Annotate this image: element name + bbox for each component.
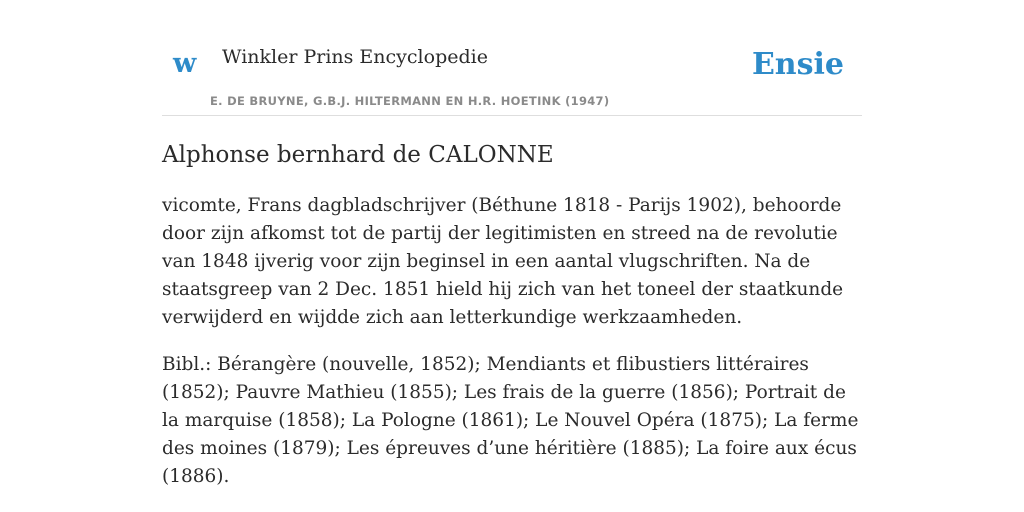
article-page bbox=[162, 0, 862, 491]
bibliography-paragraph: Bibl.: Bérangère (nouvelle, 1852); Mendiants et flibustiers littéraires (1852); Pauvre Mathieu (1855); Les frais de la guerre (1856); Portrait de la marquise (1858); La Pologne (1861); Le Nouvel Opéra (1875); La ferme des moines (1879); Les épreuves d’une héritière (1885); La foire aux écus (1886). bbox=[162, 353, 859, 487]
source-logo[interactable]: w bbox=[173, 48, 197, 79]
article-title: Alphonse bernhard de CALONNE bbox=[162, 142, 554, 168]
brand-logo[interactable]: Ensie bbox=[751, 47, 844, 82]
source-authors: E. DE BRUYNE, G.B.J. HILTERMANN EN H.R. HOETINK (1947) bbox=[210, 94, 610, 108]
source-header bbox=[162, 0, 862, 116]
source-title[interactable]: Winkler Prins Encyclopedie bbox=[222, 46, 488, 68]
article-paragraph: vicomte, Frans dagbladschrijver (Béthune 1818 - Parijs 1902), behoorde door zijn afkomst tot de partij der legitimisten en streed na de revolutie van 1848 ijverig voor zijn beginsel in een aantal vlugschriften. Na de staatsgreep van 2 Dec. 1851 hield hij zich van het toneel der staatkunde verwijderd en wijdde zich aan letterkundige werkzaamheden. bbox=[162, 194, 844, 328]
